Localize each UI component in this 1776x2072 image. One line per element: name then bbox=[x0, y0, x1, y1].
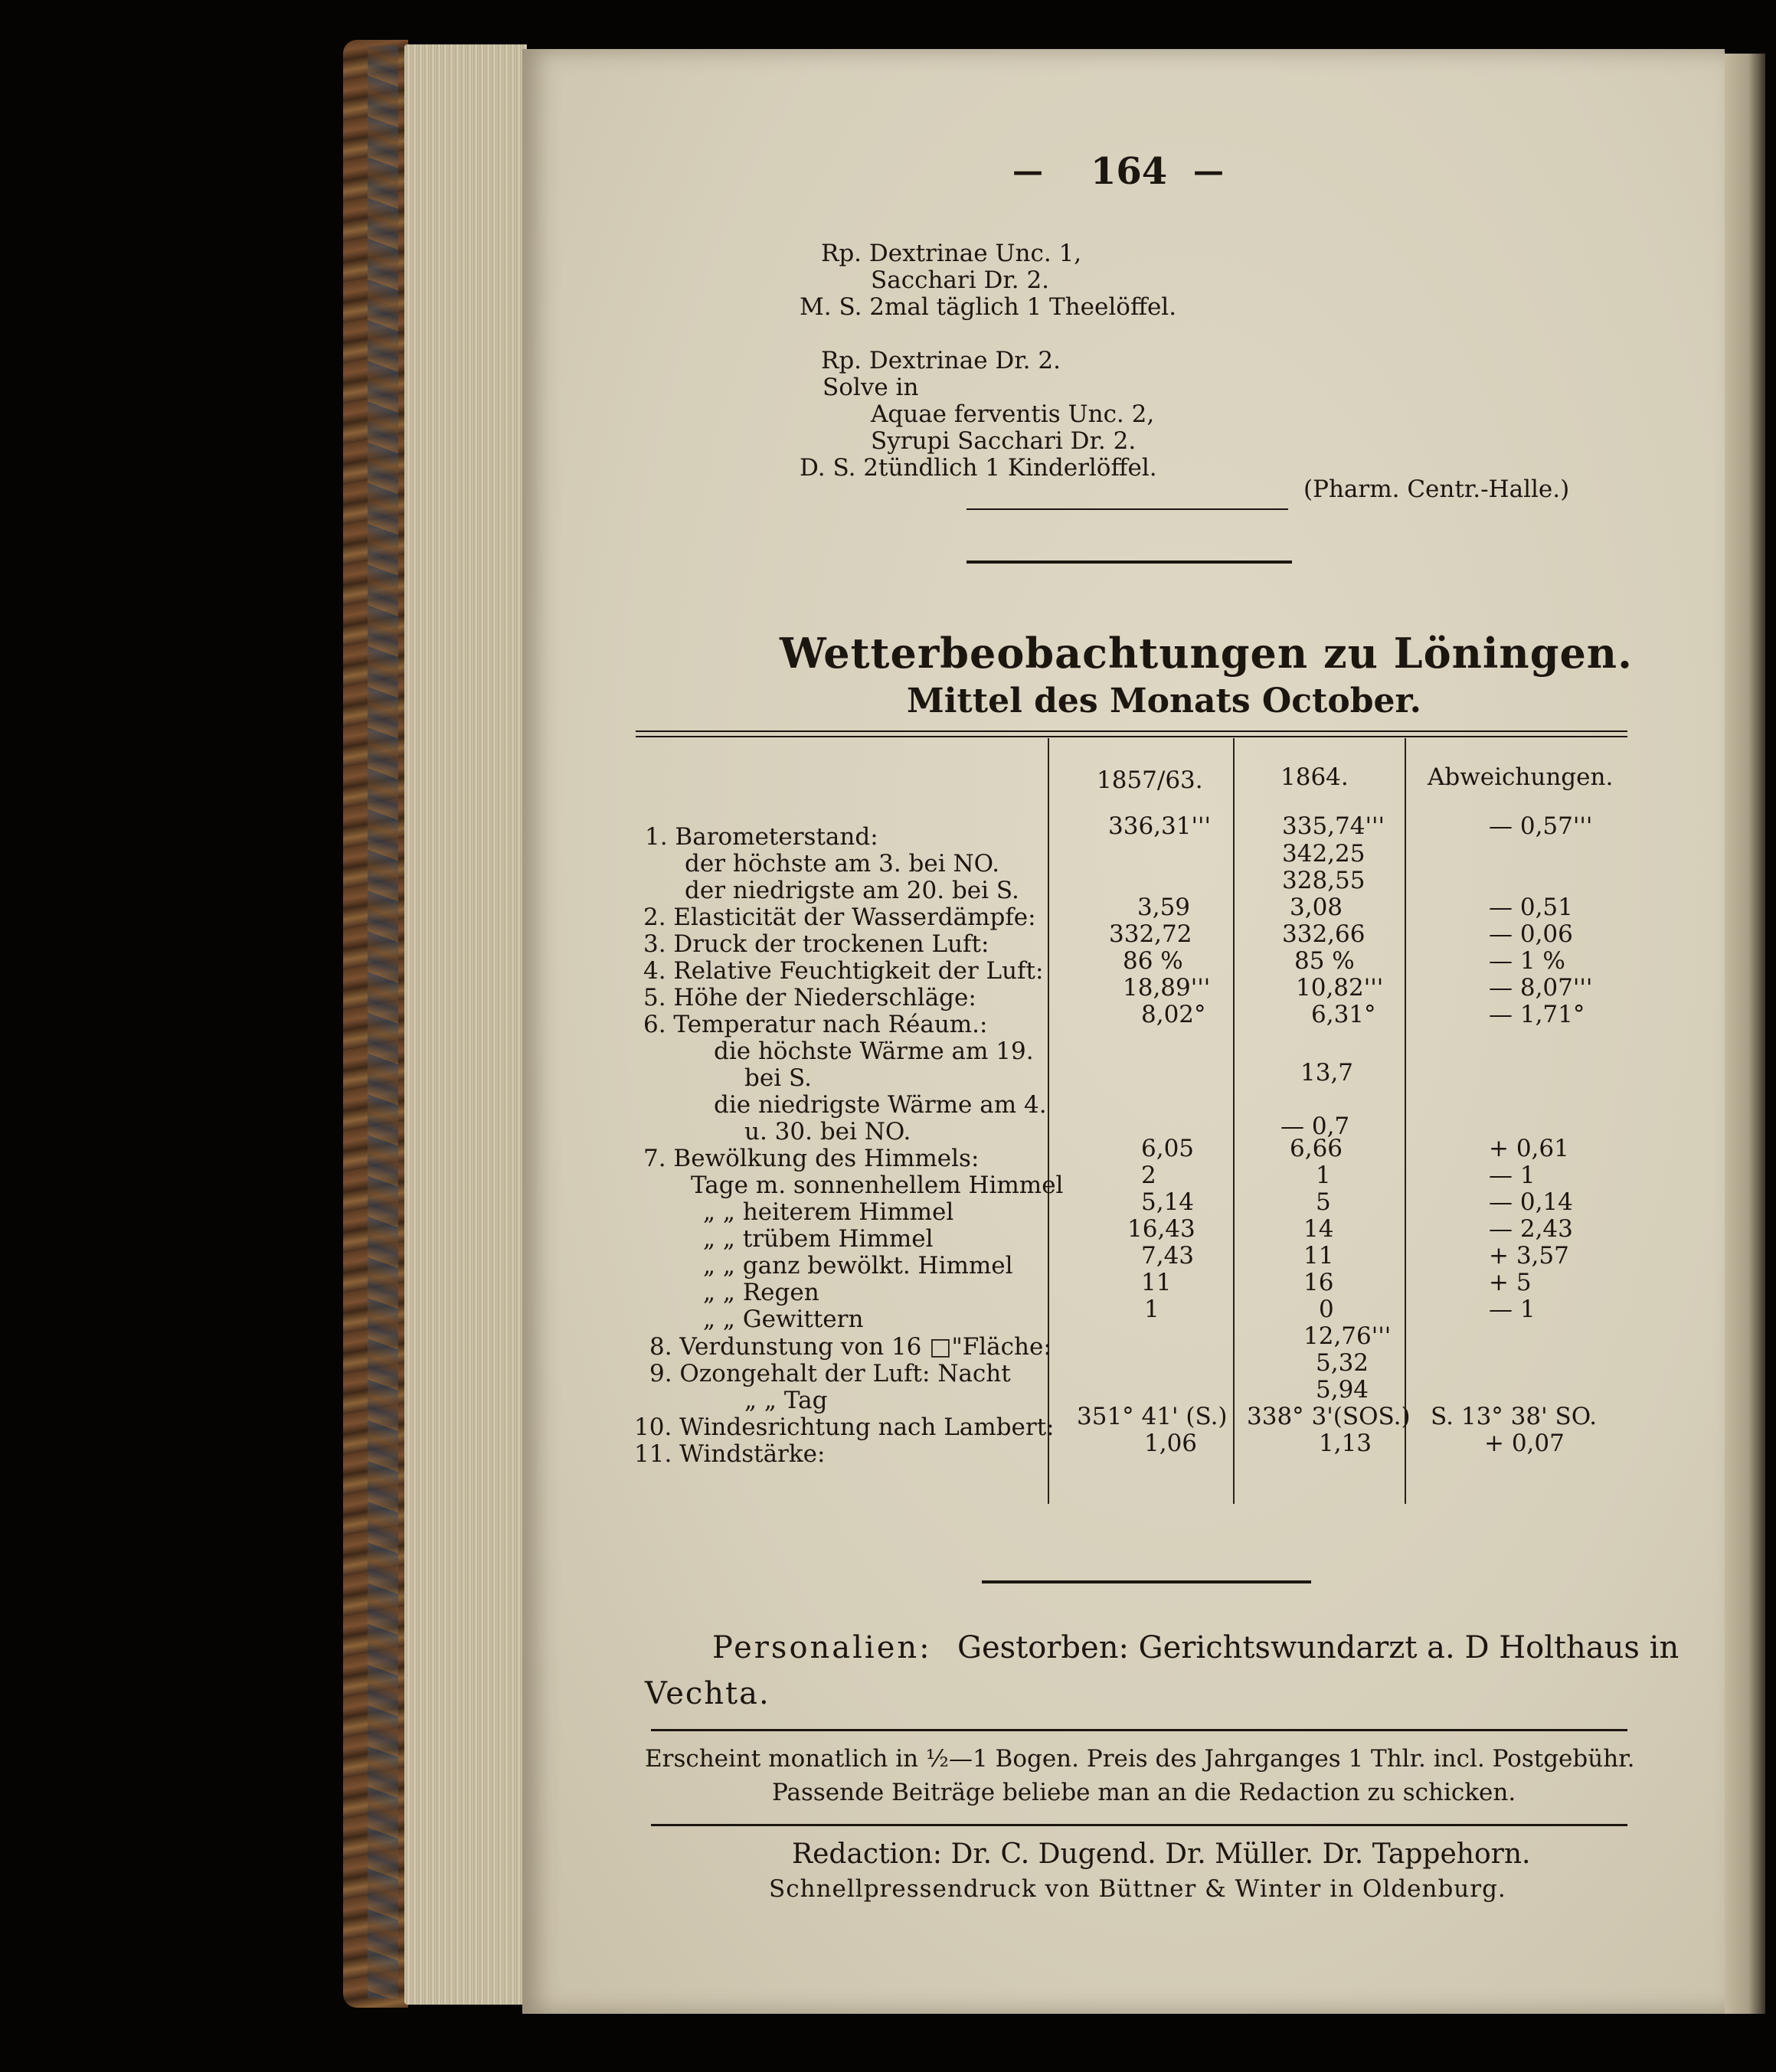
cell-1857: 332,72 bbox=[1109, 920, 1192, 948]
footer-rule bbox=[651, 1729, 1627, 1731]
table-header-1864: 1864. bbox=[1280, 763, 1349, 791]
cell-abweichung: — 1 % bbox=[1489, 947, 1565, 975]
recipe-line: Sacchari Dr. 2. bbox=[871, 266, 1050, 294]
cell-abweichung: + 0,61 bbox=[1489, 1135, 1569, 1162]
cell-1864: 85 % bbox=[1294, 947, 1355, 975]
cell-1857: 18,89''' bbox=[1123, 974, 1211, 1002]
page-number-dash-left: — bbox=[1012, 153, 1043, 189]
footer-subscription: Erscheint monatlich in ½—1 Bogen. Preis des Jahrganges 1 Thlr. incl. Postgebühr. bbox=[645, 1745, 1635, 1773]
table-column-divider bbox=[1233, 738, 1235, 1504]
table-top-rule-2 bbox=[636, 736, 1627, 737]
row-label: „ „ Regen bbox=[703, 1279, 819, 1306]
personalien-text-cont: Vechta. bbox=[645, 1676, 770, 1711]
cell-abweichung: — 0,51 bbox=[1489, 894, 1573, 921]
cell-abweichung: S. 13° 38' SO. bbox=[1431, 1403, 1598, 1430]
cell-1857: 6,05 bbox=[1141, 1135, 1195, 1162]
cell-1857: 1 bbox=[1144, 1296, 1159, 1323]
article-subtitle: Mittel des Monats October. bbox=[907, 681, 1421, 721]
cell-1857: 336,31''' bbox=[1108, 812, 1212, 840]
row-label: 3. Druck der trockenen Luft: bbox=[643, 930, 989, 958]
table-column-divider bbox=[1048, 738, 1049, 1504]
row-label: 4. Relative Feuchtigkeit der Luft: bbox=[643, 957, 1044, 985]
cell-1857: 7,43 bbox=[1141, 1242, 1195, 1270]
cell-1864: 6,31° bbox=[1311, 1001, 1376, 1028]
section-divider bbox=[966, 560, 1292, 564]
cell-abweichung: — 0,06 bbox=[1489, 920, 1573, 948]
cell-1857: 5,14 bbox=[1141, 1188, 1195, 1216]
row-label: 9. Ozongehalt der Luft: Nacht bbox=[649, 1360, 1011, 1387]
cell-1864: 1 bbox=[1316, 1162, 1331, 1189]
cell-1864: 342,25 bbox=[1282, 840, 1366, 868]
personalien-label: Personalien: bbox=[712, 1630, 932, 1665]
cell-1857: 351° 41' (S.) bbox=[1077, 1403, 1228, 1430]
row-label: bei S. bbox=[744, 1064, 812, 1092]
cell-1857: 1,06 bbox=[1144, 1430, 1198, 1457]
row-label: „ „ Tag bbox=[744, 1387, 828, 1414]
cell-1864: 332,66 bbox=[1282, 920, 1366, 948]
table-top-rule bbox=[636, 730, 1627, 732]
row-label: „ „ trübem Himmel bbox=[703, 1225, 934, 1253]
cell-1864: 5,32 bbox=[1316, 1349, 1369, 1377]
recipe-line: Syrupi Sacchari Dr. 2. bbox=[871, 427, 1137, 455]
cell-1864: 335,74''' bbox=[1282, 812, 1385, 840]
page-number-dash-right: — bbox=[1193, 153, 1224, 189]
section-divider bbox=[982, 1580, 1311, 1583]
row-label: 10. Windesrichtung nach Lambert: bbox=[634, 1413, 1055, 1441]
table-header-1857: 1857/63. bbox=[1097, 766, 1203, 794]
cell-1857: 86 % bbox=[1123, 947, 1183, 975]
recipe-line: Rp. Dextrinae Unc. 1, bbox=[821, 240, 1082, 267]
row-label: 6. Temperatur nach Réaum.: bbox=[643, 1011, 988, 1038]
cell-1864: 5,94 bbox=[1316, 1376, 1369, 1404]
row-label: 11. Windstärke: bbox=[634, 1440, 826, 1468]
cell-1857: 16,43 bbox=[1127, 1215, 1195, 1243]
personalien-text: Gestorben: Gerichtswundarzt a. D Holthaus in bbox=[957, 1630, 1680, 1665]
footer-redaction: Redaction: Dr. C. Dugend. Dr. Müller. Dr. Tappehorn. bbox=[792, 1838, 1531, 1870]
cell-1864: 16 bbox=[1303, 1269, 1334, 1296]
cell-1864: 11 bbox=[1303, 1242, 1334, 1270]
cell-abweichung: + 5 bbox=[1489, 1269, 1532, 1296]
recipe-line: M. S. 2mal täglich 1 Theelöffel. bbox=[800, 293, 1177, 321]
cell-1864: 6,66 bbox=[1290, 1135, 1343, 1162]
row-label: die niedrigste Wärme am 4. bbox=[714, 1091, 1047, 1119]
cell-abweichung: — 2,43 bbox=[1489, 1215, 1573, 1243]
row-label: 5. Höhe der Niederschläge: bbox=[643, 984, 976, 1011]
cell-abweichung: — 0,57''' bbox=[1489, 812, 1593, 840]
cell-abweichung: — 8,07''' bbox=[1489, 974, 1593, 1002]
cell-1864: 0 bbox=[1319, 1296, 1334, 1323]
cell-abweichung: — 1 bbox=[1489, 1296, 1536, 1323]
cell-1864: 1,13 bbox=[1319, 1430, 1372, 1457]
page-leaves bbox=[404, 44, 527, 2005]
table-header-abweichungen: Abweichungen. bbox=[1428, 763, 1614, 791]
cell-1864: 14 bbox=[1303, 1215, 1334, 1243]
cell-abweichung: — 0,14 bbox=[1489, 1188, 1573, 1216]
row-label: Tage m. sonnenhellem Himmel bbox=[691, 1172, 1064, 1199]
row-label: u. 30. bei NO. bbox=[744, 1118, 911, 1145]
cell-1864: 328,55 bbox=[1282, 867, 1366, 894]
cell-abweichung: — 1,71° bbox=[1489, 1001, 1585, 1028]
row-label: die höchste Wärme am 19. bbox=[714, 1038, 1034, 1065]
article-title: Wetterbeobachtungen zu Löningen. bbox=[780, 629, 1633, 678]
marbled-cover-edge bbox=[368, 46, 398, 1998]
cell-1864: 13,7 bbox=[1300, 1059, 1354, 1087]
row-label: „ „ ganz bewölkt. Himmel bbox=[703, 1252, 1013, 1279]
footer-contributions: Passende Beiträge beliebe man an die Redaction zu schicken. bbox=[772, 1779, 1516, 1806]
page-number: 164 bbox=[1091, 150, 1168, 193]
row-label: „ „ heiterem Himmel bbox=[703, 1198, 954, 1226]
recipe-line: Solve in bbox=[823, 374, 919, 401]
page-right-edge bbox=[1723, 54, 1765, 2014]
cell-1857: 2 bbox=[1141, 1162, 1156, 1189]
cell-1864: 5 bbox=[1316, 1188, 1331, 1216]
row-label: 2. Elasticität der Wasserdämpfe: bbox=[643, 904, 1036, 931]
table-column-divider bbox=[1405, 738, 1406, 1504]
cell-1864: 338° 3'(SOS.) bbox=[1247, 1403, 1411, 1430]
source-rule bbox=[966, 508, 1288, 510]
recipe-line: Aquae ferventis Unc. 2, bbox=[871, 400, 1155, 428]
row-label: 8. Verdunstung von 16 □"Fläche: bbox=[649, 1333, 1052, 1361]
row-label: 7. Bewölkung des Himmels: bbox=[643, 1145, 980, 1172]
cell-1857: 3,59 bbox=[1137, 894, 1191, 921]
source-citation: (Pharm. Centr.-Halle.) bbox=[1303, 476, 1570, 503]
row-label: der höchste am 3. bei NO. bbox=[685, 850, 1000, 877]
cell-1857: 11 bbox=[1141, 1269, 1172, 1296]
recipe-line: Rp. Dextrinae Dr. 2. bbox=[821, 347, 1061, 374]
cell-1857: 8,02° bbox=[1141, 1001, 1206, 1028]
footer-printer: Schnellpressendruck von Büttner & Winter in Oldenburg. bbox=[769, 1875, 1506, 1903]
footer-rule-2 bbox=[651, 1824, 1627, 1826]
cell-1864: 3,08 bbox=[1290, 894, 1343, 921]
cell-abweichung: + 0,07 bbox=[1484, 1430, 1565, 1457]
cell-1864: 10,82''' bbox=[1296, 974, 1384, 1002]
row-label: der niedrigste am 20. bei S. bbox=[685, 877, 1019, 904]
cell-abweichung: — 1 bbox=[1489, 1162, 1536, 1189]
row-label: „ „ Gewittern bbox=[703, 1306, 864, 1333]
row-label: 1. Barometerstand: bbox=[645, 823, 878, 851]
cell-1864: — 0,7 bbox=[1280, 1113, 1350, 1140]
cell-1864: 12,76''' bbox=[1303, 1322, 1392, 1350]
cell-abweichung: + 3,57 bbox=[1489, 1242, 1569, 1270]
printed-page bbox=[522, 49, 1725, 2014]
recipe-line: D. S. 2tündlich 1 Kinderlöffel. bbox=[800, 454, 1157, 482]
